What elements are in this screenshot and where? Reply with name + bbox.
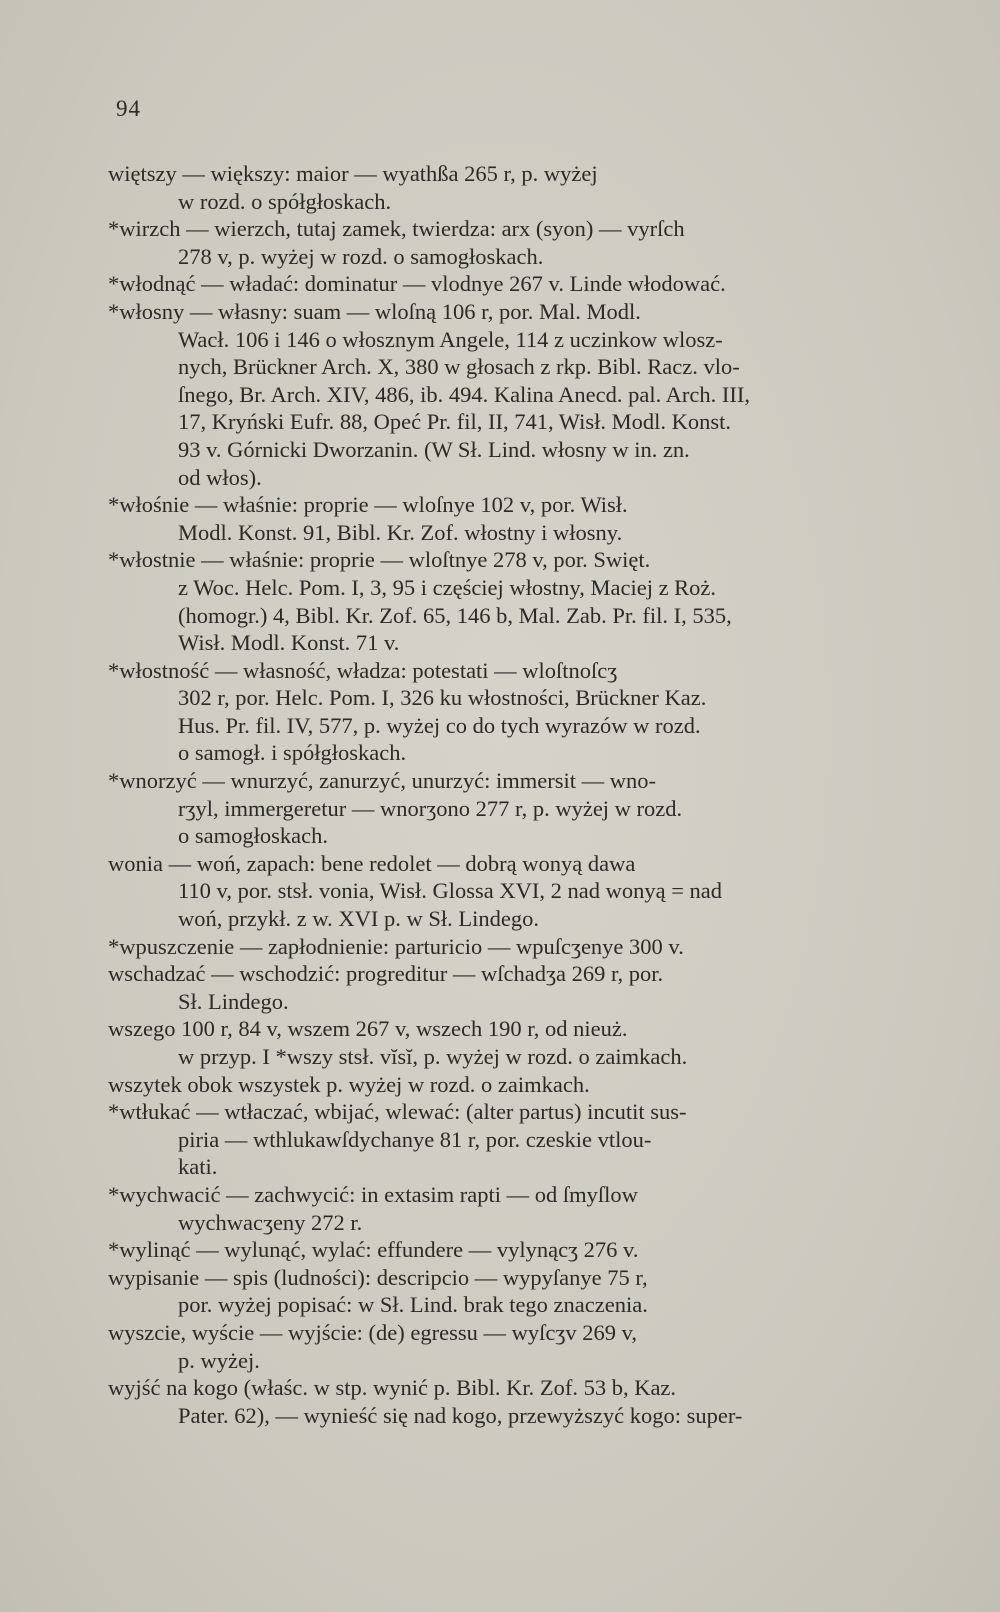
text-line: piria — wthlukawſdychanye 81 r, por. czeskie vtlou- xyxy=(178,1126,652,1152)
text-line: 17, Kryński Eufr. 88, Opeć Pr. fil, II, 741, Wisł. Modl. Konst. xyxy=(178,409,732,435)
text-line: *wpuszczenie — zapłodnienie: parturicio — wpuſcʒenye 300 v. xyxy=(108,933,684,959)
text-line: wszytek obok wszystek p. wyżej w rozd. o zaimkach. xyxy=(108,1071,590,1097)
text-line: 110 v, por. stsł. vonia, Wisł. Glossa XVI, 2 nad wonyą = nad xyxy=(178,878,723,904)
text-line: kati. xyxy=(178,1154,218,1180)
text-line: (homogr.) 4, Bibl. Kr. Zof. 65, 146 b, Mal. Zab. Pr. fil. I, 535, xyxy=(178,602,732,628)
text-line: wychwacʒeny 272 r. xyxy=(178,1209,363,1235)
text-line: Modl. Konst. 91, Bibl. Kr. Zof. włostny i włosny. xyxy=(178,519,623,545)
text-line: wschadzać — wschodzić: progreditur — wſchadʒa 269 r, por. xyxy=(108,961,664,987)
text-line: wypisanie — spis (ludności): descripcio — wypyſanye 75 r, xyxy=(108,1264,648,1290)
text-line: o samogłoskach. xyxy=(178,823,328,849)
text-line: z Woc. Helc. Pom. I, 3, 95 i częściej włostny, Maciej z Roż. xyxy=(178,574,717,600)
text-line: por. wyżej popisać: w Sł. Lind. brak tego znaczenia. xyxy=(178,1292,648,1318)
text-line: w rozd. o spółgłoskach. xyxy=(178,188,392,214)
text-line: Sł. Lindego. xyxy=(178,988,289,1014)
text-line: *włostnie — właśnie: proprie — wloſtnye 278 v, por. Swięt. xyxy=(108,547,651,573)
text-line: *włodnąć — władać: dominatur — vlodnye 267 v. Linde włodować. xyxy=(108,271,726,297)
text-line: nych, Brückner Arch. X, 380 w głosach z rkp. Bibl. Racz. vlo- xyxy=(178,354,740,380)
text-line: *wylinąć — wylunąć, wylać: effundere — vylynącʒ 276 v. xyxy=(108,1237,639,1263)
text-line: ſnego, Br. Arch. XIV, 486, ib. 494. Kalina Anecd. pal. Arch. III, xyxy=(178,381,750,407)
text-line: wszego 100 r, 84 v, wszem 267 v, wszech 190 r, od nieuż. xyxy=(108,1016,628,1042)
text-line: 93 v. Górnicki Dworzanin. (W Sł. Lind. włosny w in. zn. xyxy=(178,436,690,462)
text-line: od włos). xyxy=(178,464,262,490)
text-line: Wacł. 106 i 146 o włosznym Angele, 114 z uczinkow wlosz- xyxy=(178,326,723,352)
text-line: *włosny — własny: suam — wloſną 106 r, por. Mal. Modl. xyxy=(108,298,641,324)
text-line: woń, przykł. z w. XVI p. w Sł. Lindego. xyxy=(178,906,539,932)
text-line: Wisł. Modl. Konst. 71 v. xyxy=(178,630,400,656)
text-line: wyszcie, wyście — wyjście: (de) egressu — wyſcʒv 269 v, xyxy=(108,1319,638,1345)
text-line: p. wyżej. xyxy=(178,1347,260,1373)
dictionary-text-block xyxy=(108,160,938,1429)
text-line: rʒyl, immergeretur — wnorʒono 277 r, p. wyżej w rozd. xyxy=(178,795,683,821)
text-line: w przyp. I *wszy stsł. vĭsĭ, p. wyżej w rozd. o zaimkach. xyxy=(178,1044,688,1069)
text-line: *wirzch — wierzch, tutaj zamek, twierdza: arx (syon) — vyrſch xyxy=(108,216,685,242)
text-line: 278 v, p. wyżej w rozd. o samogłoskach. xyxy=(178,243,544,269)
text-line: wyjść na kogo (właśc. w stp. wynić p. Bibl. Kr. Zof. 53 b, Kaz. xyxy=(108,1375,677,1401)
text-line: *włośnie — właśnie: proprie — wloſnye 102 v, por. Wisł. xyxy=(108,492,628,518)
text-line: *włostność — własność, władza: potestati — wloſtnoſcʒ xyxy=(108,657,618,683)
text-line: Hus. Pr. fil. IV, 577, p. wyżej co do tych wyrazów w rozd. xyxy=(178,712,701,738)
text-line: *wnorzyć — wnurzyć, zanurzyć, unurzyć: immersit — wno- xyxy=(108,768,656,794)
text-line: 302 r, por. Helc. Pom. I, 326 ku włostności, Brückner Kaz. xyxy=(178,685,707,711)
text-line: wonia — woń, zapach: bene redolet — dobrą wonyą dawa xyxy=(108,850,636,876)
text-line: *wtłukać — wtłaczać, wbijać, wlewać: (alter partus) incutit sus- xyxy=(108,1099,687,1125)
page-number: 94 xyxy=(116,96,141,121)
text-line: *wychwacić — zachwycić: in extasim rapti — od ſmyſlow xyxy=(108,1181,638,1207)
text-line: o samogł. i spółgłoskach. xyxy=(178,740,407,766)
text-line: Pater. 62), — wynieść się nad kogo, przewyższyć kogo: super- xyxy=(178,1402,743,1428)
text-line: więtszy — większy: maior — wyathßa 265 r, p. wyżej xyxy=(108,161,598,186)
